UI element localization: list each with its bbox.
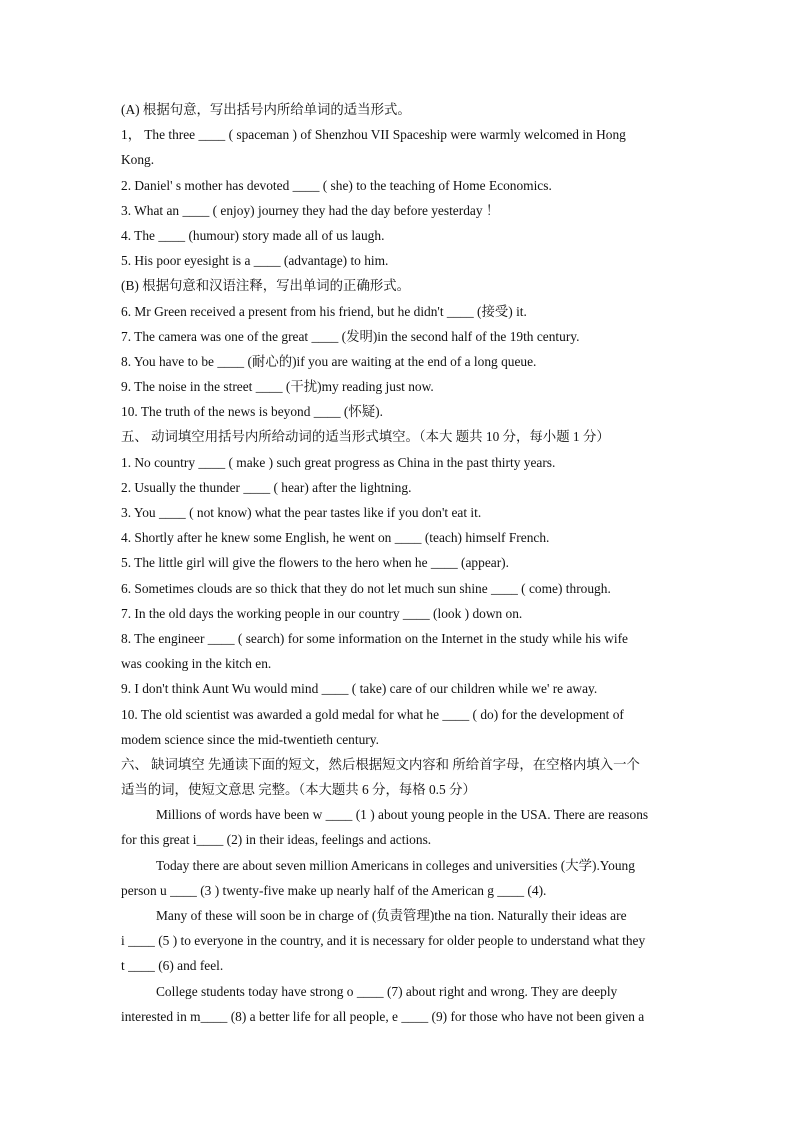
exercise-text xyxy=(121,97,681,1029)
text-line: 1， The three ____ ( spaceman ) of Shenzhou VII Spaceship were warmly welcomed in Hong xyxy=(121,127,626,143)
passage-line: interested in m____ (8) a better life for all people, e ____ (9) for those who have not been given a xyxy=(121,1008,645,1024)
section-six-heading-cont: 适当的词，使短文意思 完整。（本大题共 6 分，每格 0.5 分） xyxy=(121,782,476,798)
text-line: modem science since the mid-twentieth century. xyxy=(121,731,379,747)
text-line: 9. I don't think Aunt Wu would mind ____ ( take) care of our children while we' re away. xyxy=(121,681,598,697)
passage-line: Today there are about seven million Americans in colleges and universities (大学).Young xyxy=(156,857,635,873)
section-b-heading: (B) 根据句意和汉语注释，写出单词的正确形式。 xyxy=(121,278,411,294)
passage-line: t ____ (6) and feel. xyxy=(121,958,224,974)
text-line: 2. Usually the thunder ____ ( hear) after the lightning. xyxy=(121,479,412,495)
passage-line: Millions of words have been w ____ (1 ) about young people in the USA. There are reasons xyxy=(156,807,649,823)
section-six-heading: 六、 缺词填空 先通读下面的短文，然后根据短文内容和 所给首字母，在空格内填入一个 xyxy=(121,756,640,772)
text-line: 3. What an ____ ( enjoy) journey they had the day before yesterday ！ xyxy=(121,202,500,218)
passage-line: person u ____ (3 ) twenty-five make up nearly half of the American g ____ (4). xyxy=(121,882,547,898)
section-five-heading: 五、 动词填空用括号内所给动词的适当形式填空。（本大 题共 10 分，每小题 1 分） xyxy=(121,429,610,445)
text-line: 8. You have to be ____ (耐心的)if you are waiting at the end of a long queue. xyxy=(121,353,537,369)
text-line: Kong. xyxy=(121,152,155,168)
passage-line: for this great i____ (2) in their ideas, feelings and actions. xyxy=(121,832,432,848)
text-line: 5. His poor eyesight is a ____ (advantage) to him. xyxy=(121,253,389,269)
text-line: 5. The little girl will give the flowers to the hero when he ____ (appear). xyxy=(121,555,509,571)
passage-line: College students today have strong o ____ (7) about right and wrong. They are deeply xyxy=(156,983,618,999)
text-line: 1. No country ____ ( make ) such great progress as China in the past thirty years. xyxy=(121,454,556,470)
text-line: 3. You ____ ( not know) what the pear tastes like if you don't eat it. xyxy=(121,505,482,520)
text-line: 4. The ____ (humour) story made all of us laugh. xyxy=(121,227,385,243)
text-line: 2. Daniel' s mother has devoted ____ ( she) to the teaching of Home Economics. xyxy=(121,177,552,193)
text-line: 6. Mr Green received a present from his friend, but he didn't ____ (接受) it. xyxy=(121,303,527,319)
section-a-heading: (A) 根据句意，写出括号内所给单词的适当形式。 xyxy=(121,102,411,117)
text-line: 7. In the old days the working people in our country ____ (look ) down on. xyxy=(121,605,523,621)
text-line: 9. The noise in the street ____ (干扰)my reading just now. xyxy=(121,379,434,395)
text-line: 7. The camera was one of the great ____ (发明)in the second half of the 19th century. xyxy=(121,328,580,344)
text-line: 6. Sometimes clouds are so thick that they do not let much sun shine ____ ( come) through. xyxy=(121,580,611,596)
passage-line: i ____ (5 ) to everyone in the country, and it is necessary for older people to understand what they xyxy=(121,933,646,949)
passage-line: Many of these will soon be in charge of (负责管理)the na tion. Naturally their ideas are xyxy=(156,908,627,923)
text-line: 10. The truth of the news is beyond ____ (怀疑). xyxy=(121,404,383,420)
text-line: 10. The old scientist was awarded a gold medal for what he ____ ( do) for the development of xyxy=(121,706,624,722)
text-line: 4. Shortly after he knew some English, he went on ____ (teach) himself French. xyxy=(121,530,550,546)
text-line: was cooking in the kitch en. xyxy=(121,656,272,672)
text-line: 8. The engineer ____ ( search) for some information on the Internet in the study while his wife xyxy=(121,630,628,646)
